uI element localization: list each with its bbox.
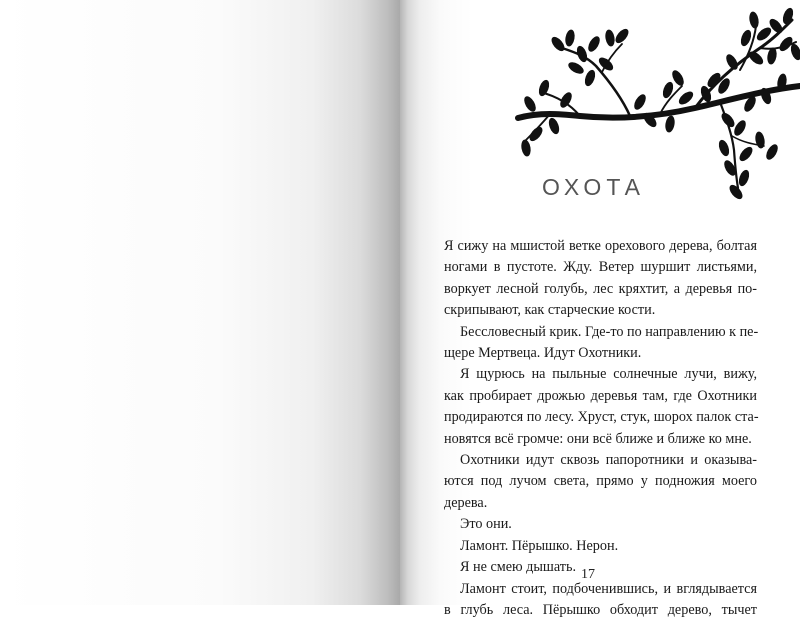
leaf-shape: [748, 11, 760, 29]
leaf-shape: [781, 6, 795, 25]
leaf-shape: [527, 125, 545, 144]
text-line: Ламонт. Пёрышко. Нерон.: [460, 537, 619, 554]
leaf-shape: [664, 115, 676, 133]
text-line: Я щурюсь на пыльные солнечные лучи, вижу,: [460, 366, 757, 383]
page-number: 17: [581, 567, 595, 582]
leaf-shape: [604, 29, 616, 47]
text-line: Бессловесный крик. Где-то по направлению к пе-: [460, 323, 759, 340]
text-line: ются под лучом света, прямо у подножия моего: [444, 473, 757, 490]
text-line: ногами в пустоте. Жду. Ветер шуршит листьями,: [444, 259, 757, 276]
text-line: скрипывают, как старческие кости.: [444, 302, 656, 319]
text-line: Охотники идут сквозь папоротники и оказыва-: [460, 452, 757, 469]
text-line: дерева.: [444, 494, 488, 511]
leaf-shape: [737, 168, 751, 187]
text-line: продираются по лесу. Хруст, стук, шорох палок ста-: [444, 409, 759, 426]
leaf-shape: [677, 89, 696, 107]
leaf-shape: [566, 60, 585, 76]
text-line: Я сижу на мшистой ветке орехового дерева, болтая: [444, 238, 757, 254]
text-line: Это они.: [460, 516, 512, 533]
chapter-title: ОХОТА: [542, 174, 645, 200]
leaf-shape: [520, 139, 532, 157]
leaf-shape: [632, 92, 648, 111]
leaf-shape: [549, 35, 567, 54]
text-line: Я не смею дышать.: [460, 559, 576, 576]
leaf-shape: [586, 34, 602, 53]
leaf-shape: [613, 27, 631, 46]
leaf-shape: [732, 118, 748, 137]
leaf-shape: [764, 142, 780, 161]
tree-branch-illustration: [510, 8, 800, 198]
text-line: щере Мертвеца. Идут Охотники.: [444, 345, 642, 362]
text-line: как пробирает дрожью деревья там, где Охотники: [444, 387, 757, 404]
text-line: воркует лесной голубь, лес кряхтит, а деревья по-: [444, 280, 757, 297]
leaf-shape: [547, 116, 561, 135]
leaf-shape: [737, 145, 755, 164]
text-line: новятся всё громче: они всё ближе и ближе ко мне.: [444, 430, 752, 447]
leaf-shape: [583, 68, 597, 87]
left-page-blank: [0, 0, 400, 605]
leaf-shape: [717, 138, 731, 157]
leaf-shape: [564, 29, 576, 47]
leaf-shape: [522, 94, 538, 113]
text-line: в глубь леса. Пёрышко обходит дерево, тычет: [444, 601, 757, 618]
body-text: [444, 236, 757, 621]
text-line: Ламонт стоит, подбоченившись, и вглядывается: [460, 580, 757, 597]
